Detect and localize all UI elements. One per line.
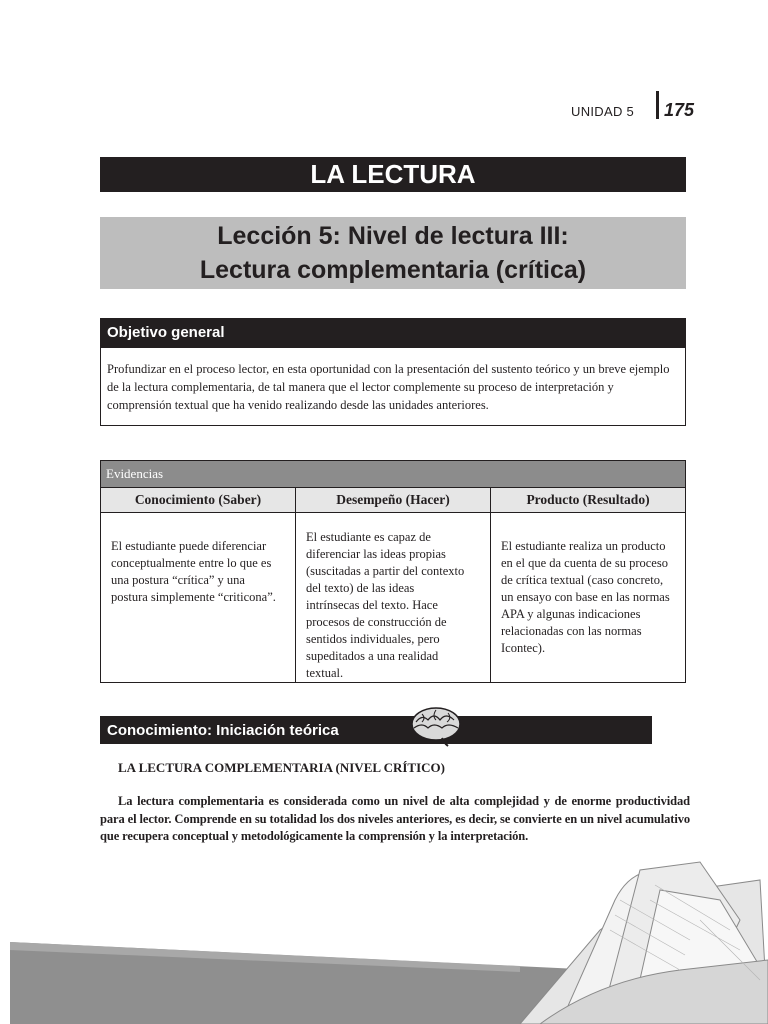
evidence-text-performance: El estudiante es capaz de diferenciar las ideas propias (suscitadas a partir del contexto del texto) de las ideas intrínsecas del texto. Hace procesos de construcción de sentidos individuales, pero supeditados a una realidad textual.: [306, 530, 465, 680]
knowledge-heading: Conocimiento: Iniciación teórica: [107, 721, 339, 739]
column-header-knowledge: Conocimiento (Saber): [101, 488, 296, 513]
unit-label: UNIDAD 5: [571, 104, 635, 119]
page-number: 175: [664, 100, 695, 120]
lesson-title-line-1: Lección 5: Nivel de lectura III:: [217, 222, 569, 250]
objective-header: [100, 318, 686, 347]
evidence-cell-product: [491, 513, 686, 683]
book-footer-illustration: [0, 860, 768, 1024]
evidence-table: [100, 460, 686, 683]
lesson-title-box: [100, 217, 686, 289]
header-divider: [656, 91, 659, 119]
brain-icon: [408, 704, 464, 748]
body-paragraph: La lectura complementaria es considerada como un nivel de alta complejidad y de enorme productividad para el lector. Comprende en su totalidad los dos niveles anteriores, es decir, se convierte en un nivel acumulativo que recupera conceptual y metodológicamente la comprensión y la interpretación.: [100, 794, 690, 843]
lesson-title-line-2: Lectura complementaria (crítica): [199, 256, 587, 284]
column-header-performance: Desempeño (Hacer): [296, 488, 491, 513]
section-subheading: LA LECTURA COMPLEMENTARIA (NIVEL CRÍTICO): [118, 760, 445, 775]
objective-heading: Objetivo general: [107, 324, 225, 341]
main-title-bar: [100, 157, 686, 192]
evidence-cell-performance: [296, 513, 491, 683]
column-header-product: Producto (Resultado): [491, 488, 686, 513]
evidence-text-product: El estudiante realiza un producto en el que da cuenta de su proceso de crítica textual (caso concreto, un ensayo con base en las normas APA y algunas indicaciones relacionadas con las normas Icontec).: [501, 539, 670, 655]
evidence-title: Evidencias: [101, 461, 686, 488]
evidence-cell-knowledge: [101, 513, 296, 683]
main-title: LA LECTURA: [310, 159, 476, 189]
evidence-text-knowledge: El estudiante puede diferenciar conceptualmente entre lo que es una postura “crítica” y una postura simplemente “criticona”.: [111, 539, 276, 604]
objective-body: Profundizar en el proceso lector, en esta oportunidad con la presentación del sustento teórico y un breve ejemplo de la lectura complementaria, de tal manera que el lector complemente su proceso de interpretación y comprensión textual que ha venido realizando desde las unidades anteriores.: [100, 347, 686, 426]
knowledge-header: [100, 716, 652, 744]
